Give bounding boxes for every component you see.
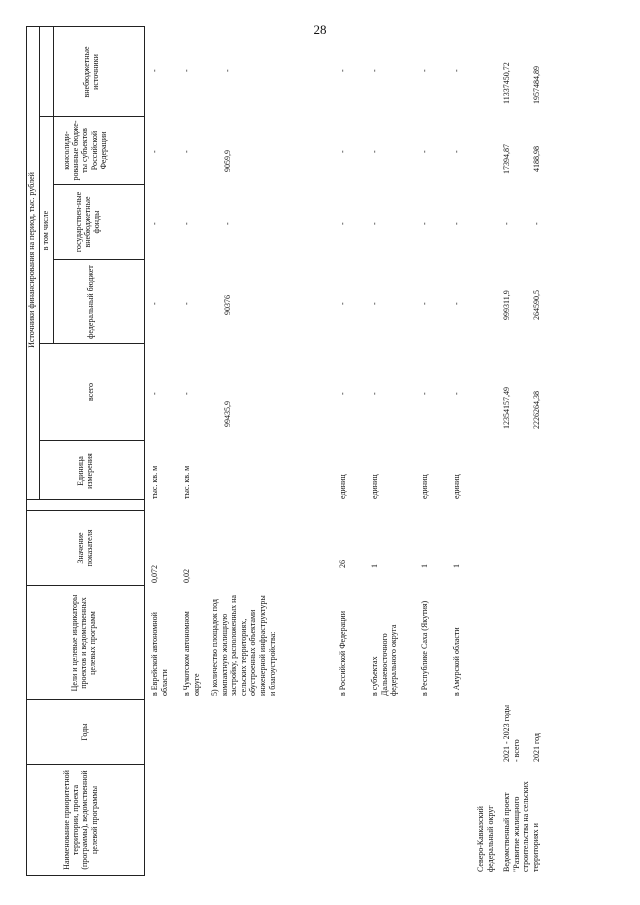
row-2-federal: - (182, 302, 191, 305)
row-6-unit: единиц (420, 474, 429, 499)
header-name: Наименование приоритетной территории, проекта (программы), ведомственной целевой программы (62, 770, 99, 870)
incl-line (53, 26, 54, 344)
row-6-federal: - (420, 302, 429, 305)
project-federal-all: 999311,9 (502, 290, 511, 320)
row-4-offbudget: - (338, 69, 347, 72)
project-regional-all: 17394,87 (502, 144, 511, 174)
header-sources: Источники финансирования на период, тыс. рублей (27, 172, 36, 348)
row-3-regional: 9059,9 (223, 150, 232, 172)
header-incl: в том числе (41, 210, 50, 251)
row-1-value: 0,072 (150, 565, 159, 583)
project-years-2021: 2021 год (532, 733, 541, 762)
row-4-total: - (338, 392, 347, 395)
row-2-state-funds: - (182, 222, 191, 225)
header-regional: консолиди-рованные бюдже-ты субъектов Российской Федерации (62, 120, 108, 181)
page-number: 28 (313, 22, 327, 37)
row-6-offbudget: - (420, 69, 429, 72)
row-1-unit: тыс. кв. м (150, 465, 159, 499)
col-line-7 (39, 440, 144, 441)
col-line-12 (26, 26, 144, 27)
header-value: Значение показателя (76, 529, 95, 567)
header-total: всего (86, 383, 95, 402)
row-2-offbudget: - (182, 69, 191, 72)
row-6-total: - (420, 392, 429, 395)
sources-line (39, 26, 40, 500)
row-1-offbudget: - (150, 69, 159, 72)
row-5-total: - (370, 392, 379, 395)
project-offbudget-all: 11337450,72 (502, 62, 511, 104)
row-6-value: 1 (420, 564, 429, 568)
row-5-regional: - (370, 150, 379, 153)
col-line-4 (26, 585, 144, 586)
row-2-indicator: в Чукотском автономном округе (182, 611, 201, 696)
project-total-all: 12354157,49 (502, 387, 511, 429)
row-5-state-funds: - (370, 222, 379, 225)
header-goals: Цели и целевые индикаторы проектов и ведомственных целевых программ (70, 594, 98, 692)
project-offbudget-2021: 1957484,89 (532, 66, 541, 104)
row-2-regional: - (182, 150, 191, 153)
row-7-unit: единиц (452, 474, 461, 499)
row-7-offbudget: - (452, 69, 461, 72)
col-line-10 (53, 184, 144, 185)
project-federal-2021: 264590,5 (532, 290, 541, 320)
row-7-state-funds: - (452, 222, 461, 225)
row-3-total: 99435,9 (223, 401, 232, 427)
row-5-value: 1 (370, 564, 379, 568)
project-state-funds-all: - (502, 222, 511, 225)
header-unit: Единица измерения (76, 453, 95, 489)
col-line-3 (26, 699, 144, 700)
row-1-regional: - (150, 150, 159, 153)
row-7-indicator: в Амурской области (452, 627, 461, 696)
row-5-unit: единиц (370, 474, 379, 499)
row-3-state-funds: - (223, 222, 232, 225)
row-2-total: - (182, 392, 191, 395)
district-label: Северо-Кавказский федеральный округ (476, 805, 495, 872)
col-line-6 (26, 499, 144, 500)
row-4-value: 26 (338, 560, 347, 568)
header-offbudget: внебюджетные источники (82, 46, 101, 98)
header-state-funds: государствен-ные внебюджетные фонды (74, 191, 102, 253)
row-4-unit: единиц (338, 474, 347, 499)
header-years: Годы (80, 723, 89, 741)
header-bottom-line (144, 26, 145, 876)
row-4-regional: - (338, 150, 347, 153)
row-4-federal: - (338, 302, 347, 305)
row-3-federal: 90376 (223, 295, 232, 315)
row-4-state-funds: - (338, 222, 347, 225)
col-line-1 (26, 875, 144, 876)
row-5-indicator: в субъектах Дальневосточного федерального округа (370, 624, 399, 696)
row-5-offbudget: - (370, 69, 379, 72)
project-state-funds-2021: - (532, 222, 541, 225)
project-regional-2021: 4188,98 (532, 146, 541, 172)
col-line-11 (39, 116, 144, 117)
row-6-state-funds: - (420, 222, 429, 225)
row-3-indicator: 5) количество площадок под компактную жилищную застройку, расположенных на сельских территориях, обустроенных объектами инженерной инфраструктуры и благоустройства: (210, 595, 277, 696)
row-2-unit: тыс. кв. м (182, 465, 191, 499)
row-7-regional: - (452, 150, 461, 153)
row-2-value: 0,02 (182, 569, 191, 583)
row-7-federal: - (452, 302, 461, 305)
row-3-offbudget: - (223, 69, 232, 72)
project-years-total: 2021 - 2023 годы - всего (502, 705, 521, 762)
header-federal: федеральный бюджет (86, 265, 95, 339)
row-6-indicator: в Республике Саха (Якутия) (420, 600, 429, 696)
project-total-2021: 2226264,38 (532, 391, 541, 429)
row-4-indicator: в Российской Федерации (338, 611, 347, 696)
col-line-5 (26, 510, 144, 511)
row-1-federal: - (150, 302, 159, 305)
project-name: Ведомственный проект "Развитие жилищного строительства на сельских территориях и (502, 781, 540, 872)
col-line-8 (39, 343, 144, 344)
col-line-9 (53, 259, 144, 260)
row-6-regional: - (420, 150, 429, 153)
row-7-value: 1 (452, 564, 461, 568)
row-1-indicator: в Еврейской автономной области (150, 612, 169, 696)
row-1-state-funds: - (150, 222, 159, 225)
row-7-total: - (452, 392, 461, 395)
row-5-federal: - (370, 302, 379, 305)
row-1-total: - (150, 392, 159, 395)
col-line-2 (26, 764, 144, 765)
